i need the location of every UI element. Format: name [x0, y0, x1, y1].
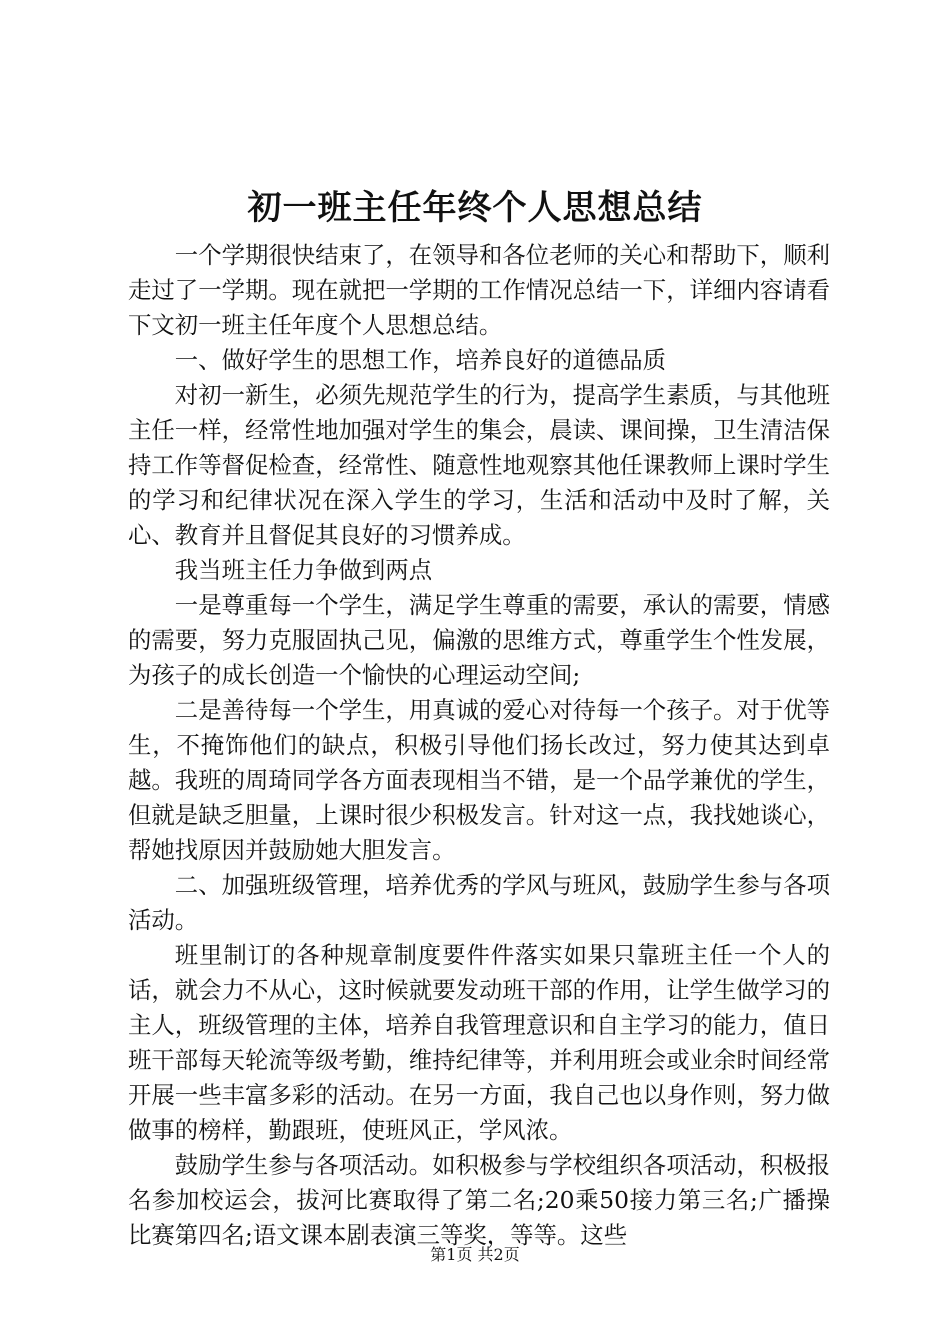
- paragraph: 班里制订的各种规章制度要件件落实如果只靠班主任一个人的话，就会力不从心，这时候就要发动班干部的作用，让学生做学习的主人，班级管理的主体，培养自我管理意识和自主学习的能力，值日班干部每天轮流等级考勤，维持纪律等，并利用班会或业余时间经常开展一些丰富多彩的活动。在另一方面，我自己也以身作则，努力做做事的榜样，勤跟班，使班风正，学风浓。: [128, 941, 830, 1144]
- paragraph: 我当班主任力争做到两点: [174, 556, 433, 584]
- section-heading-1: 一、做好学生的思想工作，培养良好的道德品质: [174, 346, 666, 374]
- paragraph-intro: 一个学期很快结束了，在领导和各位老师的关心和帮助下，顺利走过了一学期。现在就把一学期的工作情况总结一下，详细内容请看下文初一班主任年度个人思想总结。: [128, 241, 830, 339]
- paragraph: 对初一新生，必须先规范学生的行为，提高学生素质，与其他班主任一样，经常性地加强对学生的集会，晨读、课间操，卫生清洁保持工作等督促检查，经常性、随意性地观察其他任课教师上课时学生的学习和纪律状况在深入学生的学习，生活和活动中及时了解，关心、教育并且督促其良好的习惯养成。: [128, 381, 830, 549]
- document-body: [128, 238, 830, 1253]
- paragraph: 鼓励学生参与各项活动。如积极参与学校组织各项活动，积极报名参加校运会，拔河比赛取得了第二名;20乘50接力第三名;广播操比赛第四名;语文课本剧表演三等奖，等等。这些: [128, 1151, 830, 1249]
- document-title: 初一班主任年终个人思想总结: [247, 188, 703, 228]
- section-heading-2: 二、加强班级管理，培养优秀的学风与班风，鼓励学生参与各项活动。: [128, 871, 830, 934]
- page-number-footer: 第1页 共2页: [430, 1245, 520, 1264]
- paragraph: 二是善待每一个学生，用真诚的爱心对待每一个孩子。对于优等生，不掩饰他们的缺点，积极引导他们扬长改过，努力使其达到卓越。我班的周琦同学各方面表现相当不错，是一个品学兼优的学生，但就是缺乏胆量，上课时很少积极发言。针对这一点，我找她谈心，帮她找原因并鼓励她大胆发言。: [128, 696, 830, 864]
- paragraph: 一是尊重每一个学生，满足学生尊重的需要，承认的需要，情感的需要，努力克服固执己见，偏激的思维方式，尊重学生个性发展，为孩子的成长创造一个愉快的心理运动空间;: [128, 591, 830, 689]
